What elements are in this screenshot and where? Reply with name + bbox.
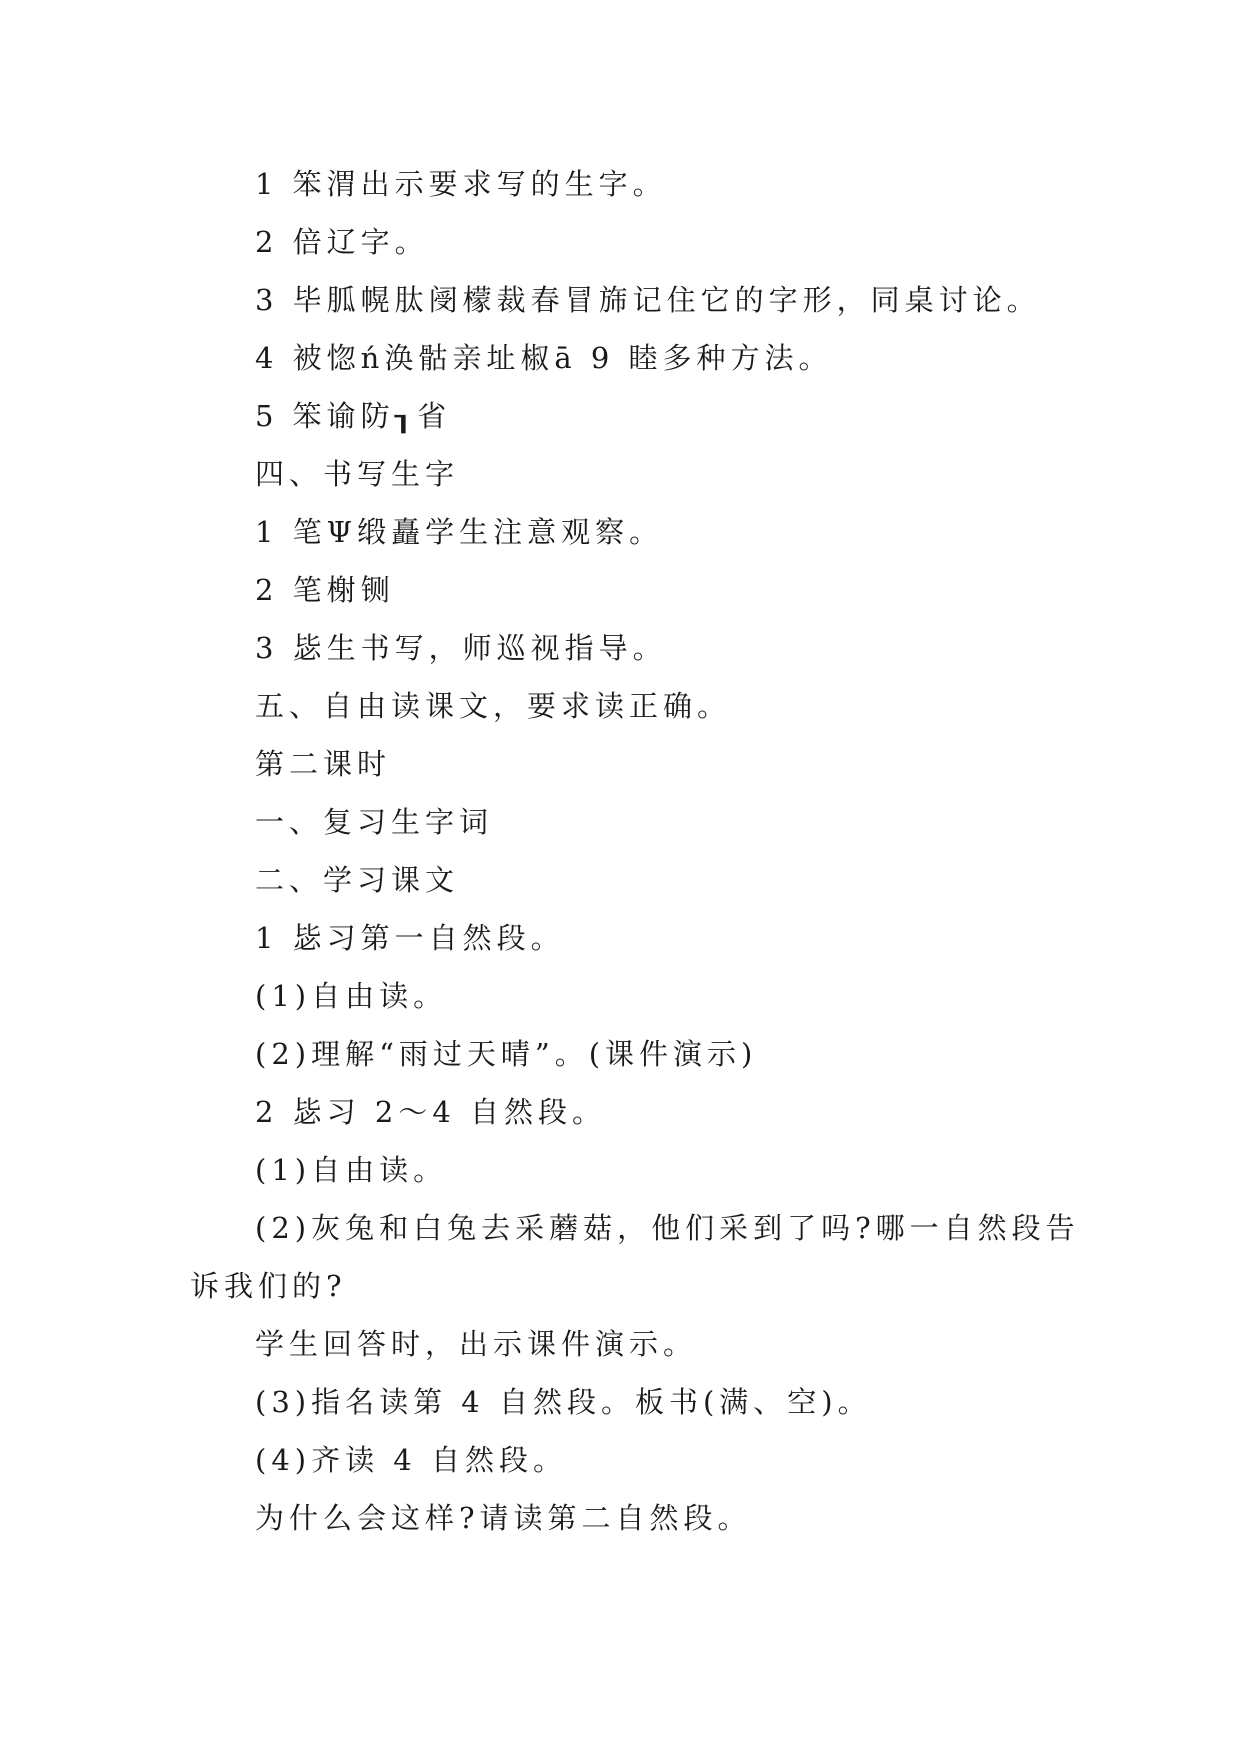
- text-line: (1)自由读。: [255, 979, 448, 1013]
- text-line: (1)自由读。: [255, 1153, 448, 1187]
- text-line: 3 毖生书写，师巡视指导。: [255, 631, 667, 665]
- section-heading: 一、复习生字词: [255, 805, 494, 839]
- section-heading: 四、书写生字: [255, 457, 460, 491]
- text-line: 2 毖习 2～4 自然段。: [255, 1095, 607, 1129]
- text-line: 3 毕胍幌肽阌檬裁春冒旆记住它的字形，同桌讨论。: [255, 283, 1041, 317]
- text-line: 2 笔榭铡: [255, 573, 395, 607]
- text-line: 学生回答时，出示课件演示。: [255, 1327, 698, 1361]
- text-line-continuation: 诉我们的?: [190, 1269, 347, 1303]
- text-line: 4 被惚ń涣骷亲址椒ā 9 睦多种方法。: [255, 341, 833, 375]
- section-heading: 五、自由读课文，要求读正确。: [255, 689, 732, 723]
- text-line: 为什么会这样?请读第二自然段。: [255, 1501, 752, 1535]
- text-line: 1 笔Ψ缎矗学生注意观察。: [255, 515, 664, 549]
- text-line: 5 笨谕防┒省: [255, 399, 452, 433]
- text-line: 2 倍辽字。: [255, 225, 429, 259]
- text-line: (4)齐读 4 自然段。: [255, 1443, 567, 1477]
- text-line: 1 笨渭出示要求写的生字。: [255, 167, 667, 201]
- text-line: (2)灰兔和白兔去采蘑菇，他们采到了吗?哪一自然段告: [255, 1211, 1080, 1245]
- text-line: (3)指名读第 4 自然段。板书(满、空)。: [255, 1385, 872, 1419]
- text-line: 1 毖习第一自然段。: [255, 921, 565, 955]
- lesson-heading: 第二课时: [255, 747, 392, 781]
- text-line: (2)理解“雨过天晴”。(课件演示): [255, 1037, 758, 1071]
- section-heading: 二、学习课文: [255, 863, 460, 897]
